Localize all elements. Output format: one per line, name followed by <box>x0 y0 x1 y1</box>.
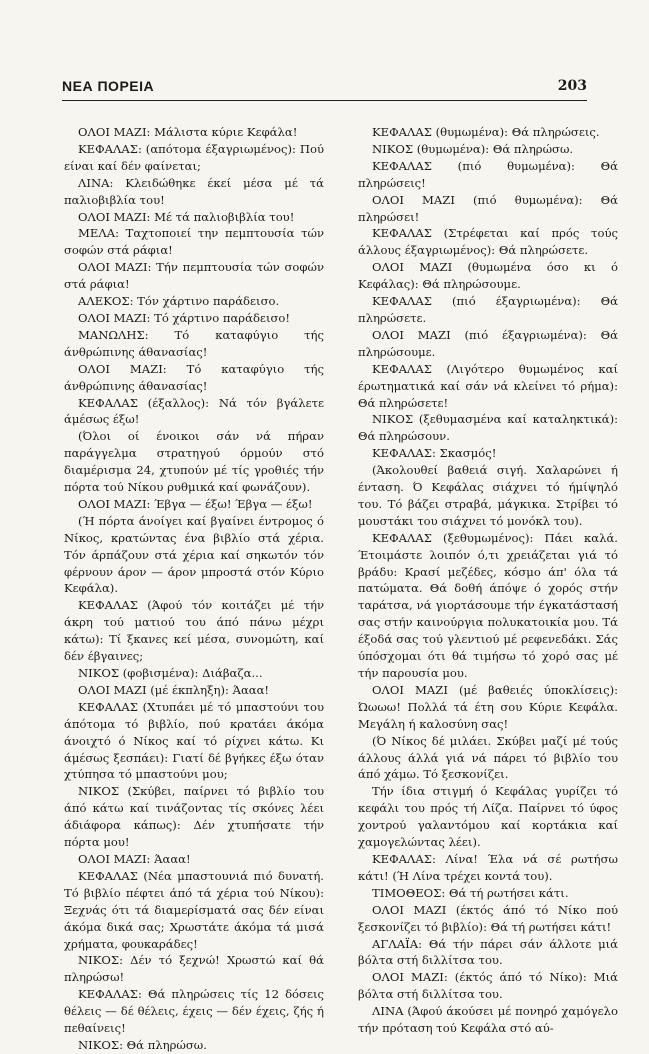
right-column <box>358 124 618 1037</box>
running-header <box>62 78 587 101</box>
dialogue-paragraph: ΟΛΟΙ ΜΑΖΙ: Έβγα — έξω! Έβγα — έξω! <box>78 496 313 511</box>
dialogue-paragraph: ΟΛΟΙ ΜΑΖΙ: Άααα! <box>78 851 191 866</box>
dialogue-paragraph: ΜΕΛΑ: Ταχτοποιεί την πεμπτουσία τών σοφών στά ράφια! <box>64 226 324 258</box>
dialogue-paragraph: ΝΙΚΟΣ (ξεθυμασμένα καί καταληκτικά): Θά πληρώσουν. <box>358 412 618 444</box>
dialogue-paragraph: ΟΛΟΙ ΜΑΖΙ (μέ βαθειές ύποκλίσεις): Ώωωω! Πολλά τά έτη σου Κύριε Κεφάλα. Μεγάλη ή καλοσύνη σας! <box>358 682 618 731</box>
left-column <box>64 124 324 1054</box>
dialogue-paragraph: ΑΛΕΚΟΣ: Τόν χάρτινο παράδεισο. <box>78 294 280 309</box>
dialogue-paragraph: ΚΕΦΑΛΑΣ: Θά πληρώσεις τίς 12 δόσεις θέλεις — δέ θέλεις, έχεις — δέν έχεις, ζής ή πεθαίνεις! <box>64 987 324 1036</box>
dialogue-paragraph: ΟΛΟΙ ΜΑΖΙ: Μέ τά παλιοβιβλία του! <box>78 209 295 224</box>
dialogue-paragraph: ΜΑΝΩΛΗΣ: Τό καταφύγιο τής άνθρώπινης άθανασίας! <box>64 327 324 359</box>
dialogue-paragraph: (Όλοι οί ένοικοι σάν νά πήραν παράγγελμα στρατηγού όρμούν στό διαμέρισμα 24, χτυπούν μέ τίς γροθιές τήν πόρτα τού Νίκου ρυθμικά καί φωνάζουν). <box>64 429 324 495</box>
dialogue-paragraph: (Ό Νίκος δέ μιλάει. Σκύβει μαζί μέ τούς άλλους άλλά γιά νά πάρει τό βιβλίο του άπό χάμω. Τό ξεσκονίζει. <box>358 733 618 782</box>
dialogue-paragraph: ΚΕΦΑΛΑΣ (ξεθυμωμένος): Πάει καλά. Έτοιμάστε λοιπόν ό,τι χρειάζεται γιά τό βράδυ: Κρασί μεζέδες, κόσμο άπ' όλα τά πατώματα. Θά δοθή άπόψε ό χορός στήν ταράτσα, νά γιορτάσουμε τήν έγκατάστασή σας στήν καινούργια πολυκατοικία μου. Τά έξοδά σας τού γλεντιού μέ ρεφενεδάκι. Σάς ύπόσχομαι ότι θά τιμήσω τό χορό σας μέ τήν παρουσία μου. <box>358 530 618 680</box>
dialogue-paragraph: ΤΙΜΟΘΕΟΣ: Θά τή ρωτήσει κάτι. <box>372 885 569 900</box>
dialogue-paragraph: ΚΕΦΑΛΑΣ (πιό θυμωμένα): Θά πληρώσεις! <box>358 158 618 190</box>
dialogue-paragraph: ΝΙΚΟΣ (θυμωμένα): Θά πληρώσω. <box>372 141 574 156</box>
dialogue-paragraph: ΟΛΟΙ ΜΑΖΙ (έκτός άπό τό Νίκο πού ξεσκονίζει τό βιβλίο): Θά τή ρωτήσει κάτι! <box>358 902 618 934</box>
dialogue-paragraph: ΚΕΦΑΛΑΣ (Άφού τόν κοιτάζει μέ τήν άκρη τού ματιού του άπό πάνω μέχρι κάτω): Τί ξκανες κεί μέσα, συνομώτη, καί δέν έβγαινες; <box>64 598 324 664</box>
dialogue-paragraph: ΚΕΦΑΛΑΣ (Λιγότερο θυμωμένος καί έρωτηματικά καί σάν νά κλείνει τό ρήμα): Θά πληρώσετε! <box>358 361 618 410</box>
dialogue-paragraph: ΟΛΟΙ ΜΑΖΙ: (έκτός άπό τό Νίκο): Μιά βόλτα στή διλλίτσα του. <box>358 970 618 1002</box>
page-number: 203 <box>557 78 587 94</box>
dialogue-paragraph: ΟΛΟΙ ΜΑΖΙ: Τήν πεμπτουσία τών σοφών στά ράφια! <box>64 260 324 292</box>
dialogue-paragraph: ΚΕΦΑΛΑΣ (Νέα μπαστουνιά πιό δυνατή. Τό βιβλίο πέφτει άπό τά χέρια τού Νίκου): Ξεχνάς ότι τά διαμερίσματά σας δέν είναι άκόμα δικά σας; Χρωστάτε άκόμα τά μισά χρήματα, φουκαράδες! <box>64 868 324 951</box>
dialogue-paragraph: ΚΕΦΑΛΑΣ (Χτυπάει μέ τό μπαστούνι του άπότομα τό βιβλίο, πού κρατάει άκόμα άνοιχτό ό Νίκος καί τό ρίχνει κάτω. Κι άμέσως ξεσπάει): Γιατί δέ βγήκες έξω όταν χτύπησα τό μπαστούνι μου; <box>64 699 324 782</box>
dialogue-paragraph: ΚΕΦΑΛΑΣ: (απότομα έξαγριωμένος): Πού είναι καί δέν φαίνεται; <box>64 141 324 173</box>
dialogue-paragraph: ΛΙΝΑ (Άφού άκούσει μέ πονηρό χαμόγελο τήν πρόταση τού Κεφάλα στό αύ- <box>358 1004 618 1036</box>
dialogue-paragraph: ΚΕΦΑΛΑΣ (Στρέφεται καί πρός τούς άλλους έξαγριωμένος): Θά πληρώσετε. <box>358 226 618 258</box>
dialogue-paragraph: ΟΛΟΙ ΜΑΖΙ (μέ έκπληξη): Άααα! <box>78 682 270 697</box>
dialogue-paragraph: ΛΙΝΑ: Κλειδώθηκε έκεί μέσα μέ τά παλιοβιβλία του! <box>64 175 324 207</box>
dialogue-paragraph: ΟΛΟΙ ΜΑΖΙ: Μάλιστα κύριε Κεφάλα! <box>78 125 298 139</box>
dialogue-paragraph: ΟΛΟΙ ΜΑΖΙ (θυμωμένα όσο κι ό Κεφάλας): Θά πληρώσουμε. <box>358 260 618 292</box>
dialogue-paragraph: ΚΕΦΑΛΑΣ: Σκασμός! <box>372 446 497 461</box>
dialogue-paragraph: Τήν ίδια στιγμή ό Κεφάλας γυρίζει τό κεφάλι του πρός τή Λίζα. Παίρνει τό ύφος χοντρού γαλαντόμου καί κορτάκια καί χαμογελώντας λέει). <box>358 784 618 850</box>
dialogue-paragraph: (Ή πόρτα άνοίγει καί βγαίνει έντρομος ό Νίκος, κρατώντας ένα βιβλίο στά χέρια. Τόν άρπάζουν στά χέρια καί σηκωτόν τόν φέρνουν άρον — άρον μπροστά στόν Κύριο Κεφάλα). <box>64 513 324 596</box>
dialogue-paragraph: ΚΕΦΑΛΑΣ: Λίνα! Έλα νά σέ ρωτήσω κάτι! (Ή Λίνα τρέχει κοντά του). <box>358 851 618 883</box>
dialogue-paragraph: ΝΙΚΟΣ: Δέν τό ξεχνώ! Χρωστώ καί θά πληρώσω! <box>64 953 324 985</box>
dialogue-paragraph: (Άκολουθεί βαθειά σιγή. Χαλαρώνει ή ένταση. Ό Κεφάλας σιάχνει τό ήμίψηλό του. Τό βάζει στραβά, μάγκικα. Στρίβει τό μουστάκι του σιάχνει τό μονόκλ του). <box>358 463 618 528</box>
dialogue-paragraph: ΚΕΦΑΛΑΣ (πιό έξαγριωμένα): Θά πληρώσετε. <box>358 294 618 325</box>
dialogue-paragraph: ΟΛΟΙ ΜΑΖΙ (πιό θυμωμένα): Θά πληρώσει! <box>358 192 618 224</box>
journal-title: ΝΕΑ ΠΟΡΕΙΑ <box>62 78 155 94</box>
dialogue-paragraph: ΝΙΚΟΣ: Θά πληρώσω. <box>78 1037 207 1052</box>
dialogue-paragraph: ΟΛΟΙ ΜΑΖΙ (πιό έξαγριωμένα): Θά πληρώσουμε. <box>358 327 618 359</box>
dialogue-paragraph: ΟΛΟΙ ΜΑΖΙ: Τό χάρτινο παράδεισο! <box>78 310 291 325</box>
dialogue-paragraph: ΝΙΚΟΣ (φοβισμένα): Διάβαζα... <box>78 666 263 680</box>
dialogue-paragraph: ΚΕΦΑΛΑΣ (θυμωμένα): Θά πληρώσεις. <box>372 125 600 139</box>
dialogue-paragraph: ΑΓΛΑΪΑ: Θά τήν πάρει σάν άλλοτε μιά βόλτα στή διλλίτσα του. <box>358 936 618 968</box>
dialogue-paragraph: ΟΛΟΙ ΜΑΖΙ: Τό καταφύγιο τής άνθρώπινης άθανασίας! <box>64 361 324 393</box>
dialogue-paragraph: ΚΕΦΑΛΑΣ (έξαλλος): Νά τόν βγάλετε άμέσως έξω! <box>64 395 324 427</box>
dialogue-paragraph: ΝΙΚΟΣ (Σκύβει, παίρνει τό βιβλίο του άπό κάτω καί τινάζοντας τίς σκόνες λέει άδιάφορα κάπως): Δέν χτυπήσατε τήν πόρτα μου! <box>64 784 324 850</box>
